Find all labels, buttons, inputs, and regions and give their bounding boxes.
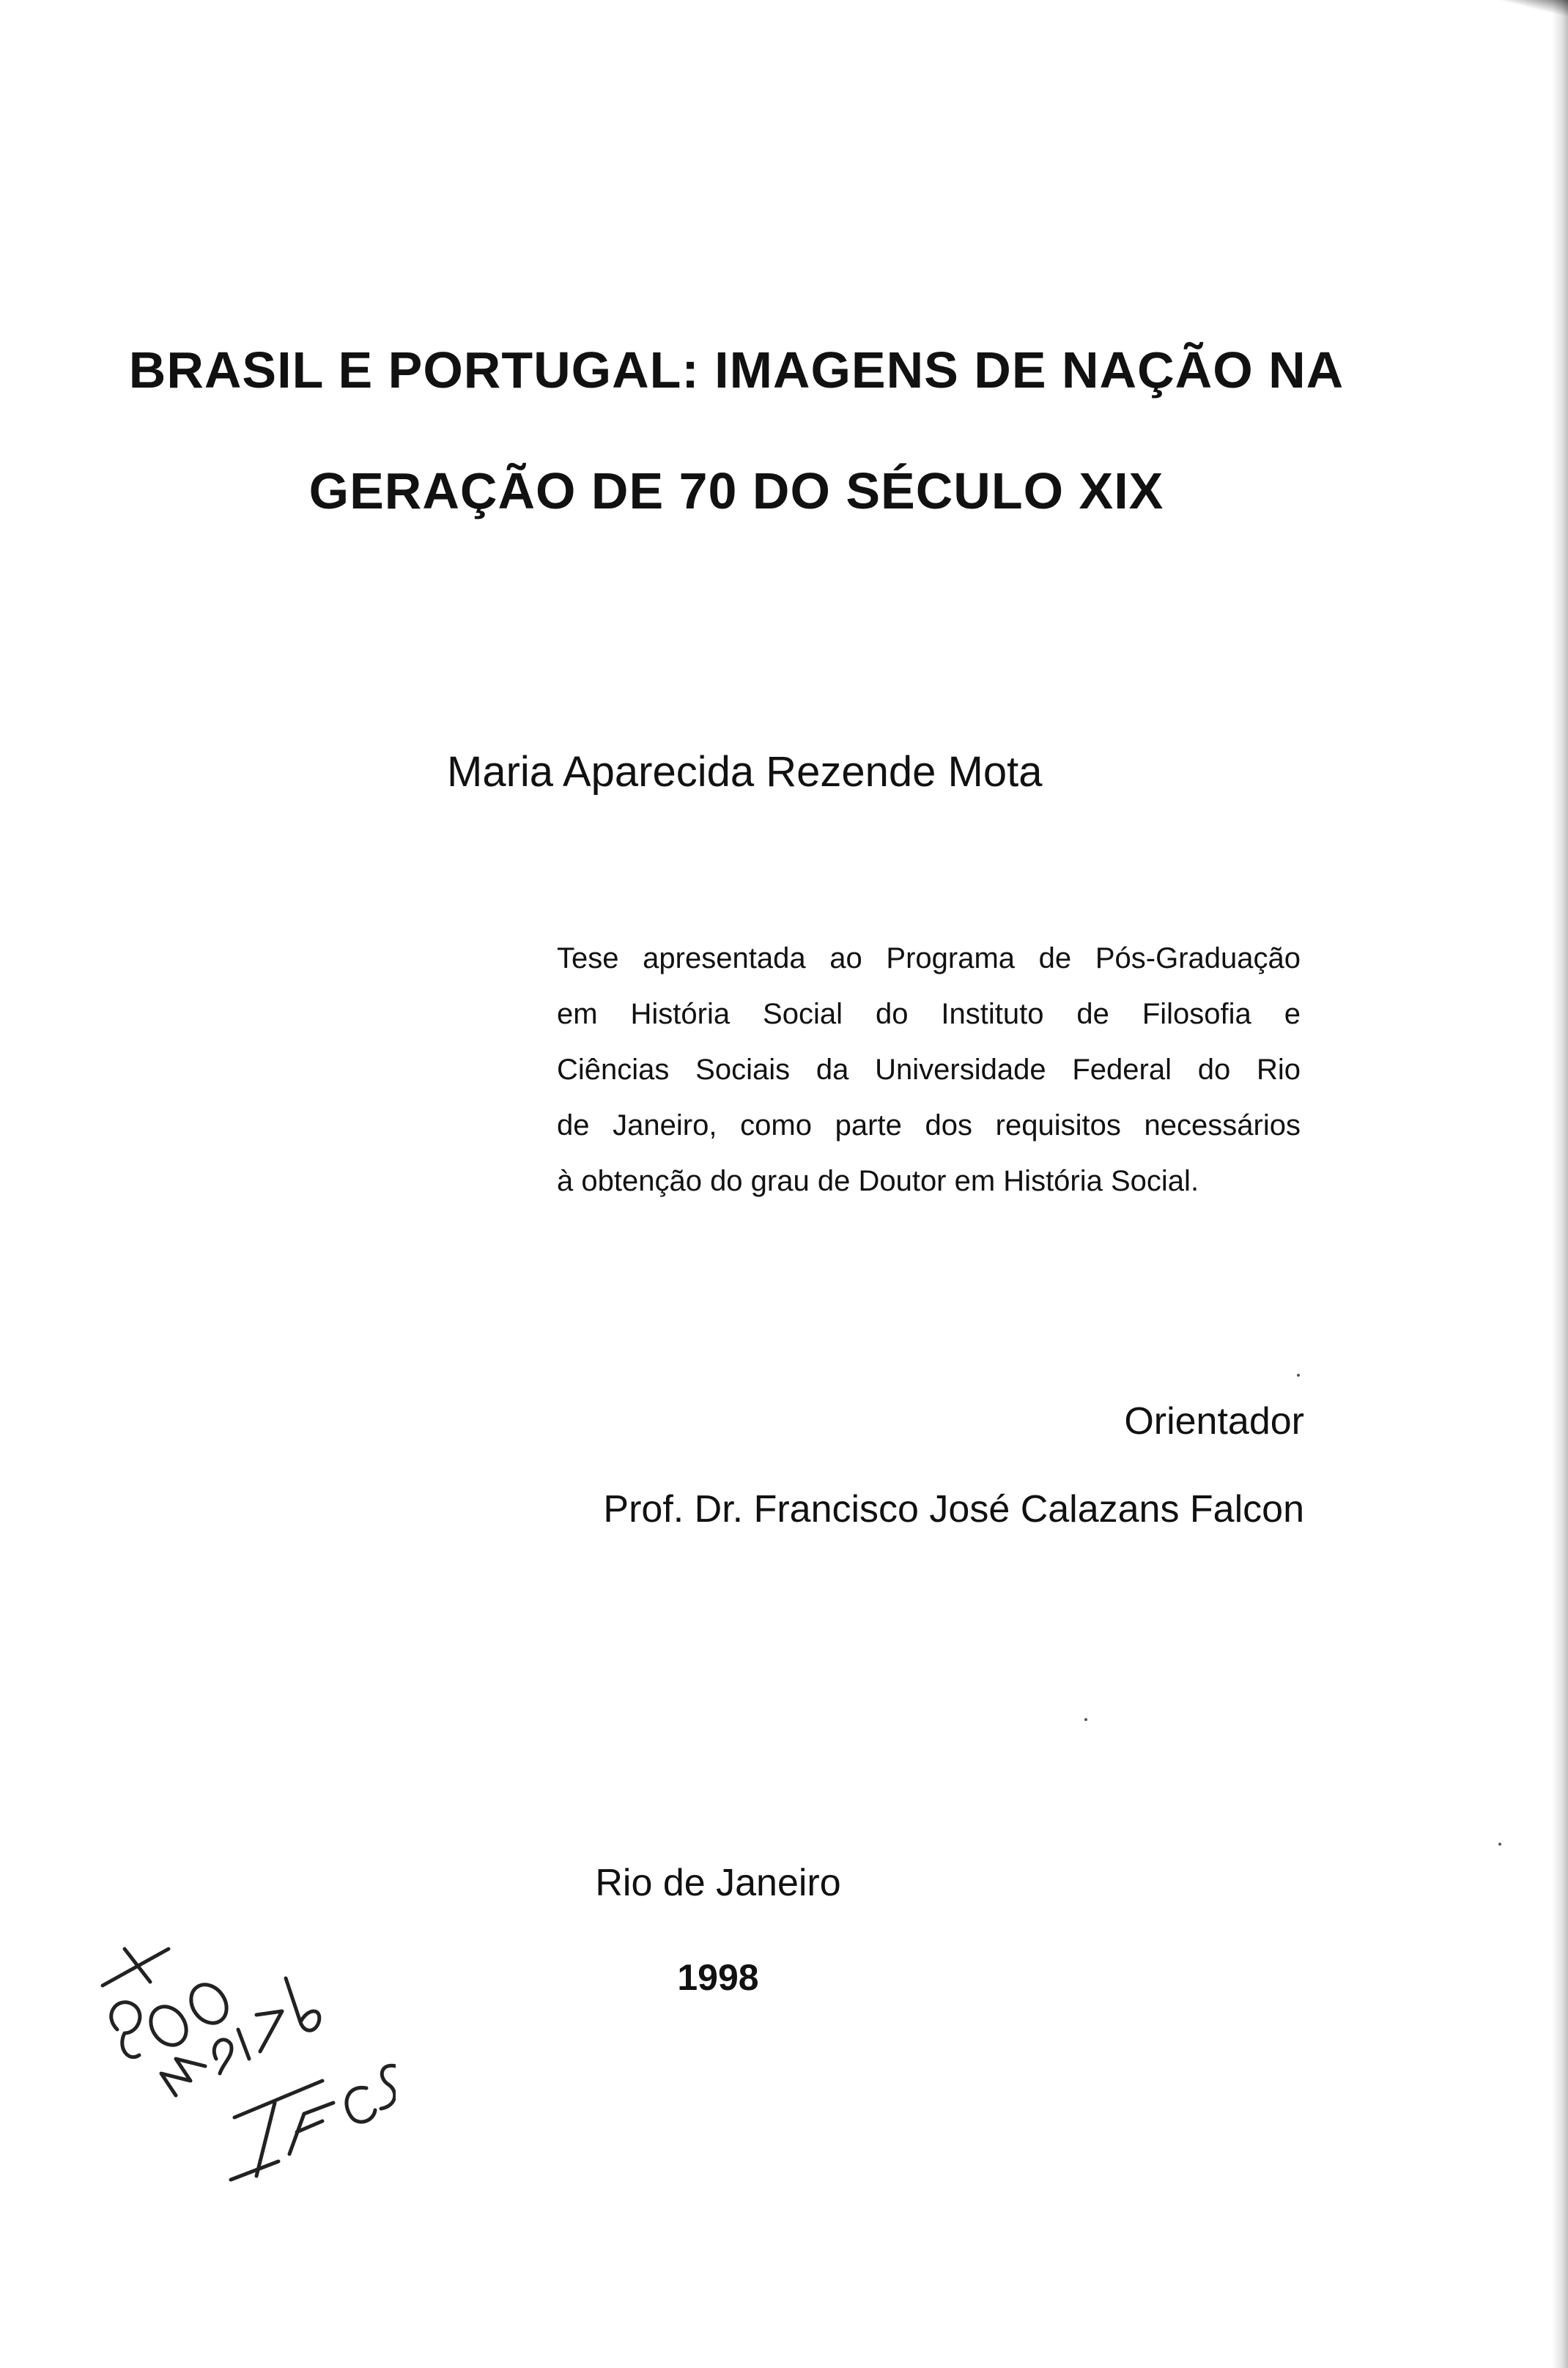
publication-year: 1998 — [677, 1957, 759, 1998]
advisor-name: Prof. Dr. Francisco José Calazans Falcon — [603, 1488, 1304, 1531]
scan-speck — [1498, 1843, 1501, 1846]
scan-speck — [1084, 1718, 1087, 1721]
title-line-1: BRASIL E PORTUGAL: IMAGENS DE NAÇÃO NA — [128, 341, 1345, 399]
scan-corner-mark — [1480, 0, 1568, 22]
author-name: Maria Aparecida Rezende Mota — [447, 748, 1043, 796]
title-line-2: GERAÇÃO DE 70 DO SÉCULO XIX — [308, 462, 1164, 519]
advisor-label: Orientador — [1124, 1400, 1304, 1443]
thesis-statement-line: Tese apresentada ao Programa de Pós-Graduação — [557, 942, 1301, 974]
handwritten-call-number — [88, 1934, 396, 2242]
scan-edge-shadow — [1552, 0, 1568, 2368]
thesis-statement-line: à obtenção do grau de Doutor em História Social. — [557, 1165, 1199, 1197]
thesis-statement — [557, 930, 1301, 1209]
thesis-statement-line: Ciências Sociais da Universidade Federal do Rio — [557, 1054, 1301, 1086]
publication-place: Rio de Janeiro — [595, 1862, 841, 1904]
thesis-statement-line: de Janeiro, como parte dos requisitos necessários — [557, 1109, 1301, 1142]
thesis-statement-line: em História Social do Instituto de Filosofia e — [557, 998, 1301, 1030]
scan-speck — [1297, 1374, 1300, 1377]
